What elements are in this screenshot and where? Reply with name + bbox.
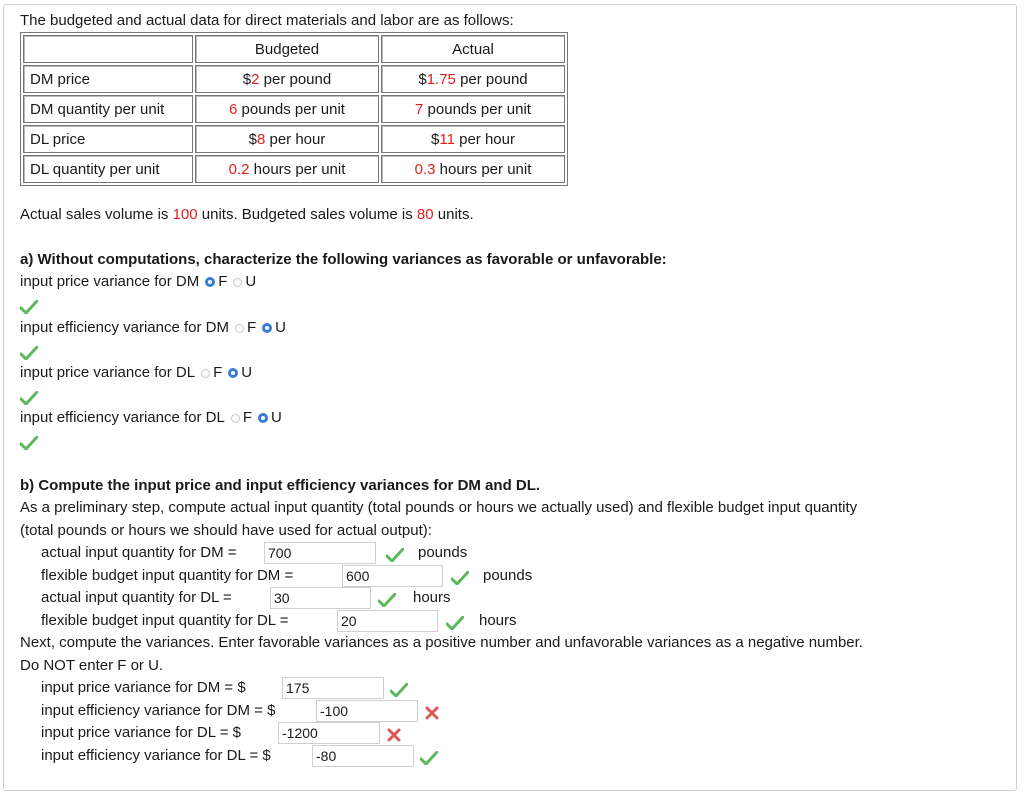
- quantity-label: flexible budget input quantity for DL =: [41, 612, 289, 629]
- dl-efficiency-variance-input[interactable]: [312, 745, 414, 767]
- data-table: [20, 32, 568, 186]
- part-b-instructions-2: (total pounds or hours we should have used for actual output):: [20, 522, 432, 539]
- radio-favorable[interactable]: [235, 324, 244, 333]
- actual-cell: 0.3 hours per unit: [381, 155, 565, 183]
- budgeted-cell: 0.2 hours per unit: [195, 155, 379, 183]
- row-label: DM price: [23, 65, 193, 93]
- part-b-instructions-4: Do NOT enter F or U.: [20, 657, 164, 674]
- unit-label: pounds: [483, 567, 533, 584]
- row-label: DL quantity per unit: [23, 155, 193, 183]
- radio-favorable[interactable]: [231, 414, 240, 423]
- quantity-label: actual input quantity for DL =: [41, 589, 232, 606]
- part-a-item-dm-price: [20, 273, 256, 291]
- check-icon: [378, 593, 396, 607]
- radio-unfavorable[interactable]: [233, 278, 242, 287]
- table-row: [23, 155, 565, 183]
- item-label: input price variance for DM: [20, 273, 200, 290]
- check-icon: [20, 391, 38, 405]
- variance-label: input efficiency variance for DL = $: [41, 747, 271, 764]
- table-row: [23, 125, 565, 153]
- part-b-instructions-1: As a preliminary step, compute actual input quantity (total pounds or hours we actually used) and flexible budget input quantity: [20, 499, 858, 516]
- table-header-cell: [23, 35, 193, 63]
- option-u-label: U: [241, 364, 253, 381]
- variance-label: input efficiency variance for DM = $: [41, 702, 276, 719]
- dm-efficiency-variance-input[interactable]: [316, 700, 418, 722]
- unit-label: hours: [413, 589, 451, 606]
- sales-volume-text: Actual sales volume is 100 units. Budgeted sales volume is 80 units.: [20, 206, 474, 223]
- variance-label: input price variance for DL = $: [41, 724, 241, 741]
- budgeted-cell: 6 pounds per unit: [195, 95, 379, 123]
- item-label: input efficiency variance for DL: [20, 409, 225, 426]
- actual-dm-quantity-input[interactable]: [264, 542, 376, 564]
- quantity-label: actual input quantity for DM =: [41, 544, 237, 561]
- flexible-dm-quantity-input[interactable]: [342, 565, 443, 587]
- option-u-label: U: [275, 319, 286, 336]
- x-icon: [425, 706, 439, 720]
- part-a-item-dm-efficiency: [20, 319, 286, 337]
- radio-unfavorable[interactable]: [228, 368, 238, 378]
- budgeted-sales-value: 80: [416, 206, 434, 223]
- dl-price-variance-input[interactable]: [278, 722, 380, 744]
- actual-cell: $11 per hour: [381, 125, 565, 153]
- part-a-item-dl-price: [20, 364, 252, 382]
- check-icon: [20, 436, 38, 450]
- option-f-label: F: [242, 409, 253, 426]
- table-row: [23, 65, 565, 93]
- option-f-label: F: [246, 319, 257, 336]
- radio-favorable[interactable]: [205, 277, 215, 287]
- table-header-row: [23, 35, 565, 63]
- check-icon: [446, 616, 464, 630]
- part-a-heading: a) Without computations, characterize the following variances as favorable or unfavorable:: [20, 251, 667, 268]
- item-label: input price variance for DL: [20, 364, 196, 381]
- flexible-dl-quantity-input[interactable]: [337, 610, 438, 632]
- row-label: DM quantity per unit: [23, 95, 193, 123]
- dm-price-variance-input[interactable]: [282, 677, 384, 699]
- radio-unfavorable[interactable]: [258, 413, 268, 423]
- budgeted-cell: $8 per hour: [195, 125, 379, 153]
- unit-label: pounds: [418, 544, 468, 561]
- table-row: [23, 95, 565, 123]
- intro-text: The budgeted and actual data for direct materials and labor are as follows:: [20, 12, 514, 29]
- actual-cell: $1.75 per pound: [381, 65, 565, 93]
- check-icon: [20, 300, 38, 314]
- part-a-item-dl-efficiency: [20, 409, 282, 427]
- x-icon: [387, 728, 401, 742]
- check-icon: [390, 683, 408, 697]
- actual-sales-value: 100: [172, 206, 198, 223]
- variance-label: input price variance for DM = $: [41, 679, 246, 696]
- option-f-label: F: [218, 273, 228, 290]
- option-u-label: U: [245, 273, 257, 290]
- check-icon: [20, 346, 38, 360]
- option-u-label: U: [271, 409, 282, 426]
- check-icon: [420, 751, 438, 765]
- check-icon: [451, 571, 469, 585]
- unit-label: hours: [479, 612, 517, 629]
- part-b-heading: b) Compute the input price and input efficiency variances for DM and DL.: [20, 477, 541, 494]
- table-header-budgeted: Budgeted: [195, 35, 379, 63]
- part-b-instructions-3: Next, compute the variances. Enter favorable variances as a positive number and unfavorable variances as a negative number.: [20, 634, 863, 651]
- actual-cell: 7 pounds per unit: [381, 95, 565, 123]
- row-label: DL price: [23, 125, 193, 153]
- check-icon: [386, 548, 404, 562]
- item-label: input efficiency variance for DM: [20, 319, 229, 336]
- option-f-label: F: [213, 364, 223, 381]
- table-header-actual: Actual: [381, 35, 565, 63]
- radio-unfavorable[interactable]: [262, 323, 272, 333]
- radio-favorable[interactable]: [201, 369, 210, 378]
- budgeted-cell: $2 per pound: [195, 65, 379, 93]
- quantity-label: flexible budget input quantity for DM =: [41, 567, 294, 584]
- actual-dl-quantity-input[interactable]: [270, 587, 371, 609]
